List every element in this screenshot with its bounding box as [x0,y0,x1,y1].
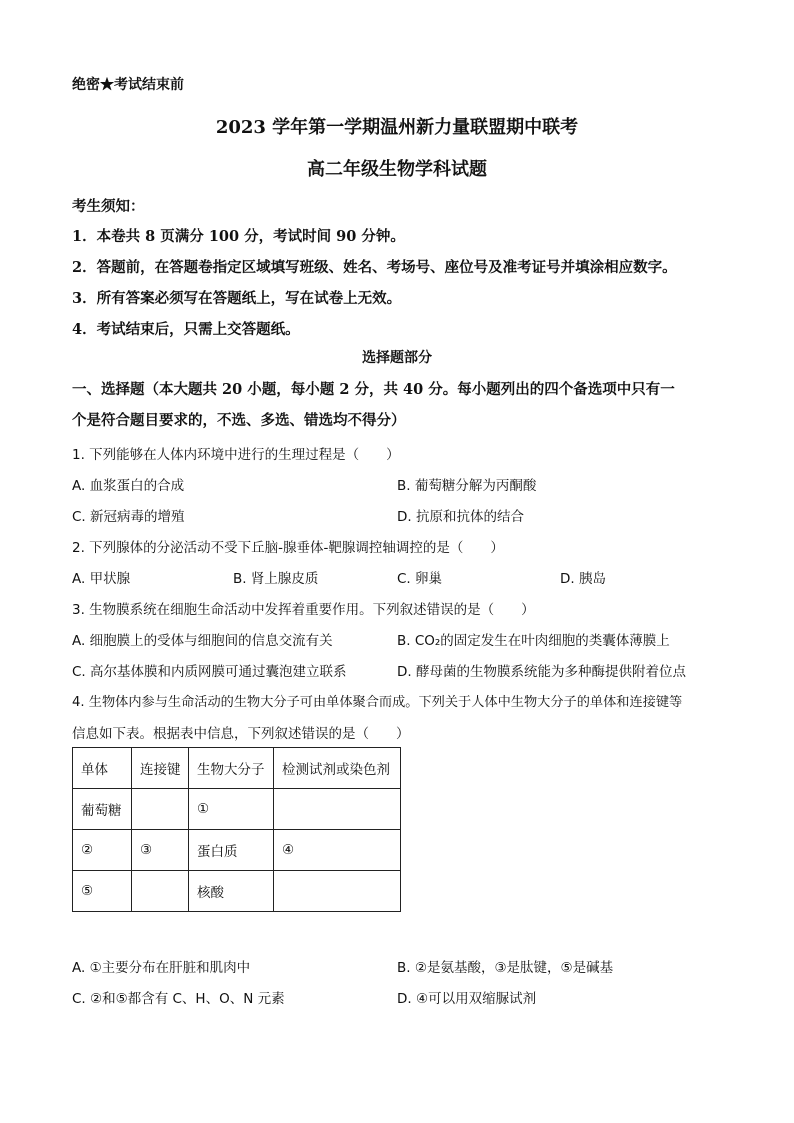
q2-option-d: D. 胰岛 [560,571,606,587]
q2-option-c: C. 卵巢 [397,571,443,587]
section-title: 选择题部分 [362,350,432,366]
table-header: 生物大分子 [189,748,274,789]
q4-option-c: C. ②和⑤都含有 C、H、O、N 元素 [72,991,285,1007]
table-cell: 核酸 [189,871,274,912]
question-1-stem: 1. 下列能够在人体内环境中进行的生理过程是（ ） [72,447,400,463]
table-cell: ④ [274,830,401,871]
q4-option-a: A. ①主要分布在肝脏和肌肉中 [72,960,251,976]
exam-subtitle: 高二年级生物学科试题 [307,159,487,180]
table-cell: ③ [132,830,189,871]
q3-option-d: D. 酵母菌的生物膜系统能为多种酶提供附着位点 [397,664,686,680]
notice-item: 3．所有答案必须写在答题纸上，写在试卷上无效。 [72,290,402,307]
q1-option-d: D. 抗原和抗体的结合 [397,509,524,525]
notice-item: 4．考试结束后，只需上交答题纸。 [72,321,300,338]
table-header: 单体 [73,748,132,789]
question-4-stem: 4. 生物体内参与生命活动的生物大分子可由单体聚合而成。下列关于人体中生物大分子的单体和连接键等 [72,695,683,710]
table-header-row [73,748,401,789]
question-4-stem-cont: 信息如下表。根据表中信息，下列叙述错误的是（ ） [72,726,410,742]
notice-item: 2．答题前，在答题卷指定区域填写班级、姓名、考场号、座位号及准考证号并填涂相应数字。 [72,259,677,276]
q3-option-a: A. 细胞膜上的受体与细胞间的信息交流有关 [72,633,333,649]
table-cell: ① [189,789,274,830]
table-cell [132,789,189,830]
q4-option-b: B. ②是氨基酸，③是肽键，⑤是碱基 [397,960,614,976]
table-header: 检测试剂或染色剂 [274,748,401,789]
part-instructions: 一、选择题（本大题共 20 小题，每小题 2 分，共 40 分。每小题列出的四个备选项中只有一 [72,381,675,398]
table-cell: ⑤ [73,871,132,912]
q3-option-b: B. CO₂的固定发生在叶肉细胞的类囊体薄膜上 [397,633,670,649]
q4-option-d: D. ④可以用双缩脲试剂 [397,991,537,1007]
table-cell: 葡萄糖 [73,789,132,830]
notice-heading: 考生须知： [72,198,145,215]
table-row [73,830,401,871]
exam-title: 2023 学年第一学期温州新力量联盟期中联考 [215,117,579,138]
table-header: 连接键 [132,748,189,789]
table-cell [274,789,401,830]
q1-option-c: C. 新冠病毒的增殖 [72,509,185,525]
part-instructions-cont: 个是符合题目要求的，不选、多选、错选均不得分） [72,412,406,429]
question-2-stem: 2. 下列腺体的分泌活动不受下丘脑-腺垂体-靶腺调控轴调控的是（ ） [72,540,504,556]
q3-option-c: C. 高尔基体膜和内质网膜可通过囊泡建立联系 [72,664,347,680]
table-cell: 蛋白质 [189,830,274,871]
notice-item: 1．本卷共 8 页满分 100 分，考试时间 90 分钟。 [72,228,405,245]
table-cell [274,871,401,912]
monomer-table [72,747,401,912]
q2-option-b: B. 肾上腺皮质 [233,571,319,587]
q2-option-a: A. 甲状腺 [72,571,131,587]
table-row [73,789,401,830]
confidential-label: 绝密★考试结束前 [72,77,184,93]
question-3-stem: 3. 生物膜系统在细胞生命活动中发挥着重要作用。下列叙述错误的是（ ） [72,602,535,618]
q1-option-b: B. 葡萄糖分解为丙酮酸 [397,478,537,494]
table-row [73,871,401,912]
q1-option-a: A. 血浆蛋白的合成 [72,478,185,494]
table-cell [132,871,189,912]
table-cell: ② [73,830,132,871]
